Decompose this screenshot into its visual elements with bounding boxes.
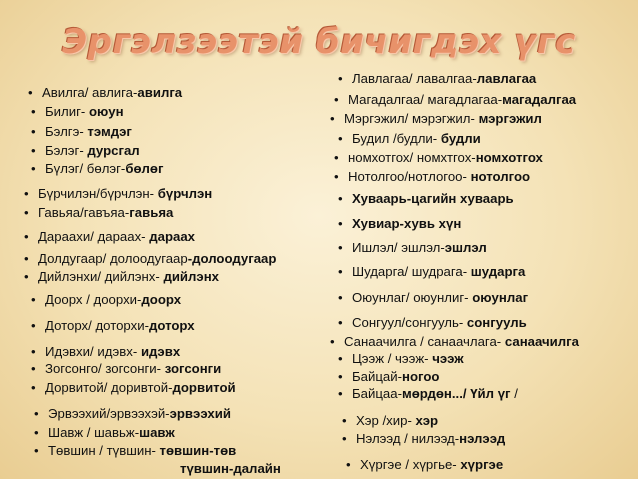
list-item: • Магадалгаа/ магадлагаа-магадалгаа xyxy=(334,92,576,107)
list-item: • Дорвитой/ доривтой-дорвитой xyxy=(31,380,236,395)
list-item: • Цээж / чээж- чээж xyxy=(338,351,464,366)
list-item: • Төвшин / түвшин- төвшин-төв xyxy=(34,443,236,458)
list-item: • Сонгуул/сонгууль- сонгууль xyxy=(338,315,527,330)
list-item: • Будил /будли- будли xyxy=(338,131,481,146)
list-item: • Байцаа-мөрдөн.../ Үйл үг / xyxy=(338,386,518,401)
list-item: • Шавж / шавьж-шавж xyxy=(34,425,175,440)
list-item: • Шударга/ шудрага- шударга xyxy=(338,264,525,279)
list-item: • Байцай-ногоо xyxy=(338,369,439,384)
list-item: • Бүрчилэн/бүрчлэн- бүрчлэн xyxy=(24,186,212,201)
list-item: • Зогсонго/ зогсонги- зогсонги xyxy=(31,361,221,376)
list-item-continuation: түвшин-далайн xyxy=(180,461,281,476)
list-item: • Авилга/ авлига-авилга xyxy=(28,85,182,100)
list-item: • Хуваарь-цагийн хуваарь xyxy=(338,191,514,206)
list-item: • Дараахи/ дараах- дараах xyxy=(24,229,195,244)
list-item: • Нэлээд / нилээд-нэлээд xyxy=(342,431,505,446)
list-item: • Хүргэе / хүргье- хүргэе xyxy=(346,457,503,472)
list-item: • Идэвхи/ идэвх- идэвх xyxy=(31,344,180,359)
list-item: • Санаачилга / санаачлага- санаачилга xyxy=(330,334,579,349)
list-item: • Доторх/ доторхи-доторх xyxy=(31,318,195,333)
list-item: • Хувиар-хувь хүн xyxy=(338,216,461,231)
list-item: • Бэлгэ- тэмдэг xyxy=(31,124,132,139)
list-item: • Дийлэнхи/ дийлэнх- дийлэнх xyxy=(24,269,219,284)
list-item: • Нотолгоо/нотлогоо- нотолгоо xyxy=(334,169,530,184)
list-item: • Гавьяа/гавъяа-гавьяа xyxy=(24,205,173,220)
list-item: • Доорх / доорхи-доорх xyxy=(31,292,181,307)
list-item: • Бүлэг/ бөлэг-бөлөг xyxy=(31,161,163,176)
list-item: • Лавлагаа/ лавалгаа-лавлагаа xyxy=(338,71,536,86)
list-item: • Бэлэг- дурсгал xyxy=(31,143,140,158)
page-title: Эргэлзээтэй бичигдэх үгс xyxy=(62,22,576,62)
list-item: • Оюунлаг/ оюунлиг- оюунлаг xyxy=(338,290,528,305)
list-item: • Билиг- оюун xyxy=(31,104,124,119)
list-item: • Ишлэл/ эшлэл-эшлэл xyxy=(338,240,487,255)
list-item: • Долдугаар/ долоодугаар-долоодугаар xyxy=(24,251,276,266)
list-item: • номхотгох/ номхтгох-номхотгох xyxy=(334,150,543,165)
list-item: • Хэр /хир- хэр xyxy=(342,413,438,428)
list-item: • Эрвээхий/эрвээхэй-эрвээхий xyxy=(34,406,231,421)
list-item: • Мэргэжил/ мэрэгжил- мэргэжил xyxy=(330,111,542,126)
